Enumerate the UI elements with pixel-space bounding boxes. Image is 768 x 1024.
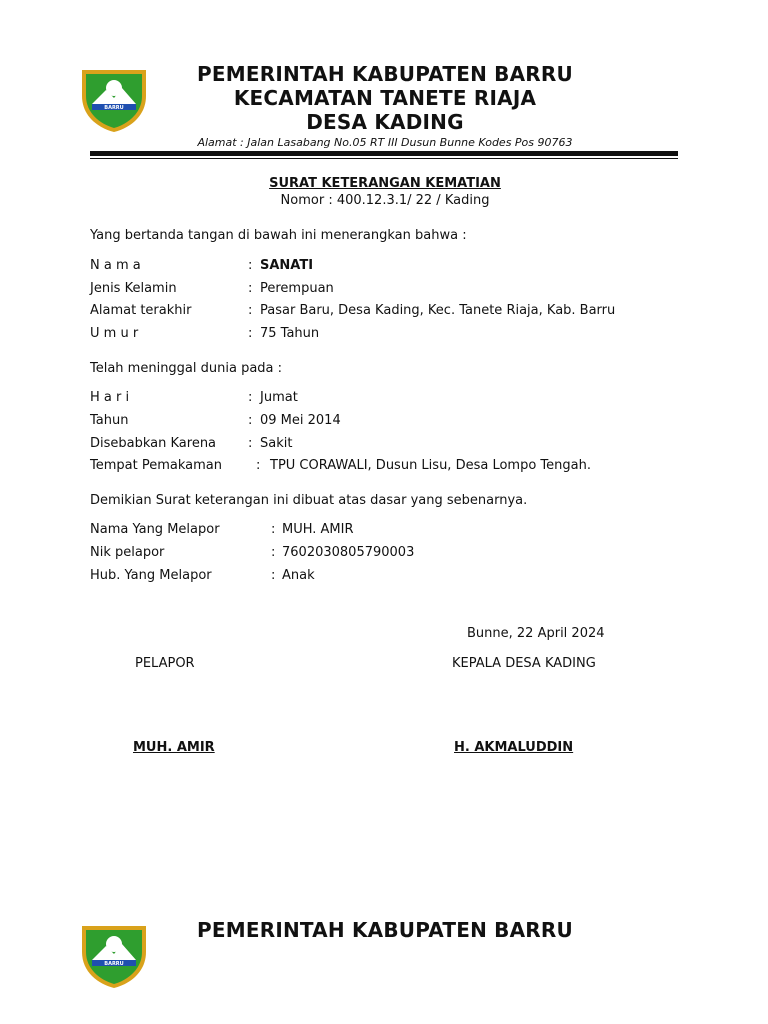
document-number: Nomor : 400.12.3.1/ 22 / Kading (280, 193, 490, 208)
person-address-value: Pasar Baru, Desa Kading, Kec. Tanete Riaja, Kab. Barru (260, 303, 616, 318)
death-year-value: 09 Mei 2014 (260, 413, 341, 428)
header-divider-thin (90, 158, 678, 159)
reporter-relation-label: Hub. Yang Melapor (90, 568, 212, 583)
reporter-nik-value: 7602030805790003 (282, 545, 415, 560)
death-day-label: H a r i (90, 390, 130, 405)
person-gender-label: Jenis Kelamin (90, 281, 177, 296)
svg-text:BARRU: BARRU (104, 961, 124, 967)
reporter-relation-colon: : (271, 568, 276, 583)
death-day-colon: : (248, 390, 253, 405)
person-gender-colon: : (248, 281, 253, 296)
reporter-name-value: MUH. AMIR (282, 522, 354, 537)
document-title: SURAT KETERANGAN KEMATIAN (269, 176, 501, 191)
reporter-name-label: Nama Yang Melapor (90, 522, 220, 537)
burial-place-colon: : (256, 458, 261, 473)
death-cause-colon: : (248, 436, 253, 451)
person-gender-value: Perempuan (260, 281, 334, 296)
reporter-signer-name: MUH. AMIR (133, 740, 215, 755)
death-intro-text: Telah meninggal dunia pada : (90, 361, 283, 376)
person-name-colon: : (248, 258, 253, 273)
header-village: DESA KADING (306, 110, 464, 134)
death-year-label: Tahun (90, 413, 129, 428)
header-address: Alamat : Jalan Lasabang No.05 RT III Dusun Bunne Kodes Pos 90763 (197, 136, 573, 149)
header-district: KECAMATAN TANETE RIAJA (233, 86, 537, 110)
person-address-label: Alamat terakhir (90, 303, 192, 318)
village-head-signer-name: H. AKMALUDDIN (454, 740, 574, 755)
reporter-nik-colon: : (271, 545, 276, 560)
reporter-name-colon: : (271, 522, 276, 537)
svg-text:BARRU: BARRU (104, 105, 124, 111)
closing-text: Demikian Surat keterangan ini dibuat atas dasar yang sebenarnya. (90, 493, 528, 508)
person-age-value: 75 Tahun (260, 326, 320, 341)
death-day-value: Jumat (260, 390, 298, 405)
header-divider-thick (90, 151, 678, 156)
reporter-relation-value: Anak (282, 568, 315, 583)
place-date: Bunne, 22 April 2024 (467, 626, 605, 641)
burial-place-value: TPU CORAWALI, Dusun Lisu, Desa Lompo Tengah. (270, 458, 591, 473)
person-age-label: U m u r (90, 326, 139, 341)
person-age-colon: : (248, 326, 253, 341)
intro-text: Yang bertanda tangan di bawah ini menerangkan bahwa : (90, 228, 467, 243)
person-name-value: SANATI (260, 258, 314, 273)
person-name-label: N a m a (90, 258, 141, 273)
reporter-nik-label: Nik pelapor (90, 545, 165, 560)
death-cause-value: Sakit (260, 436, 293, 451)
next-page-header-government: PEMERINTAH KABUPATEN BARRU (197, 918, 573, 942)
burial-place-label: Tempat Pemakaman (90, 458, 222, 473)
village-head-role: KEPALA DESA KADING (452, 656, 596, 671)
reporter-role: PELAPOR (135, 656, 195, 671)
death-cause-label: Disebabkan Karena (90, 436, 217, 451)
death-year-colon: : (248, 413, 253, 428)
person-address-colon: : (248, 303, 253, 318)
header-government: PEMERINTAH KABUPATEN BARRU (197, 62, 573, 86)
